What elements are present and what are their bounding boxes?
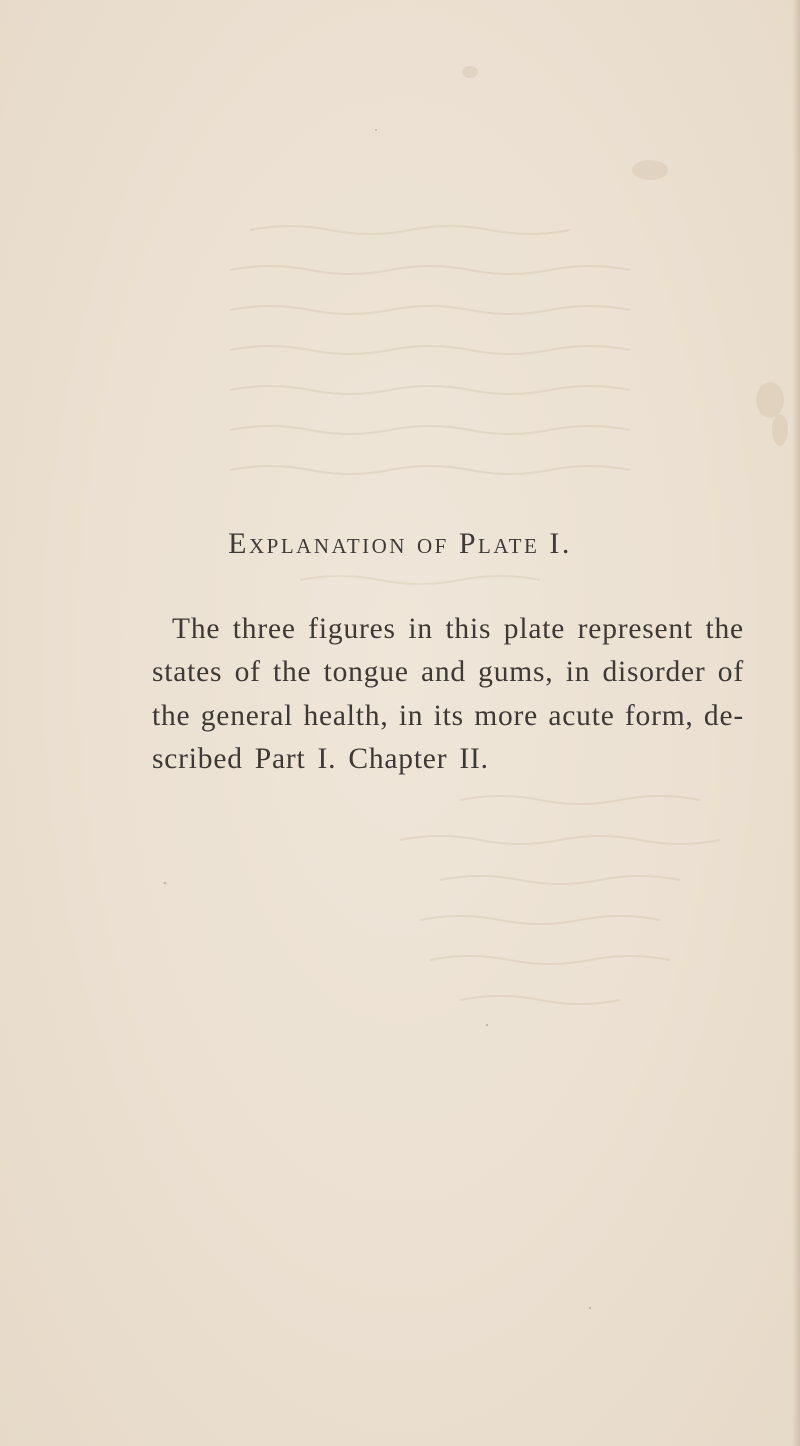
paragraph-word: acute (548, 700, 615, 732)
paragraph-word: figures (308, 613, 396, 645)
paragraph-word: disorder (602, 656, 706, 688)
paragraph-word: general (200, 700, 294, 732)
paragraph-word: I. (317, 743, 337, 775)
paragraph-word: represent (577, 613, 693, 645)
paragraph-word: Part (254, 743, 306, 775)
paragraph-line-3 (152, 700, 744, 733)
paragraph-word: tongue (323, 656, 409, 688)
paragraph-word: in (398, 700, 424, 732)
paragraph-line-1 (172, 613, 744, 646)
paragraph-word: form, (624, 700, 694, 732)
paragraph-word: of (717, 656, 744, 688)
paragraph-word: health, (303, 700, 389, 732)
paragraph-word: three (232, 613, 296, 645)
paragraph-word: the (705, 613, 744, 645)
paragraph-word: gums, (478, 656, 554, 688)
paragraph-word: in (565, 656, 591, 688)
paragraph-word: scribed (152, 743, 243, 775)
paragraph-word: Chapter (348, 743, 448, 775)
paragraph-word: states (152, 656, 223, 688)
paragraph-word: the (152, 700, 191, 732)
page-edge-shadow (792, 0, 800, 1446)
paragraph-word: The (172, 613, 221, 645)
paragraph-word: this (445, 613, 492, 645)
paragraph-word: in (408, 613, 433, 645)
paragraph-word: II. (459, 743, 489, 775)
paragraph-word: de- (703, 700, 744, 732)
paragraph-word: the (272, 656, 312, 688)
paragraph-word: plate (503, 613, 566, 645)
paragraph-word: more (474, 700, 539, 732)
paragraph-word: and (420, 656, 466, 688)
paragraph-line-4 (152, 743, 744, 776)
paragraph-line-2 (152, 656, 744, 689)
paragraph-word: its (433, 700, 464, 732)
plate-heading: Explanation of Plate I. (228, 527, 572, 560)
paragraph-word: of (234, 656, 261, 688)
